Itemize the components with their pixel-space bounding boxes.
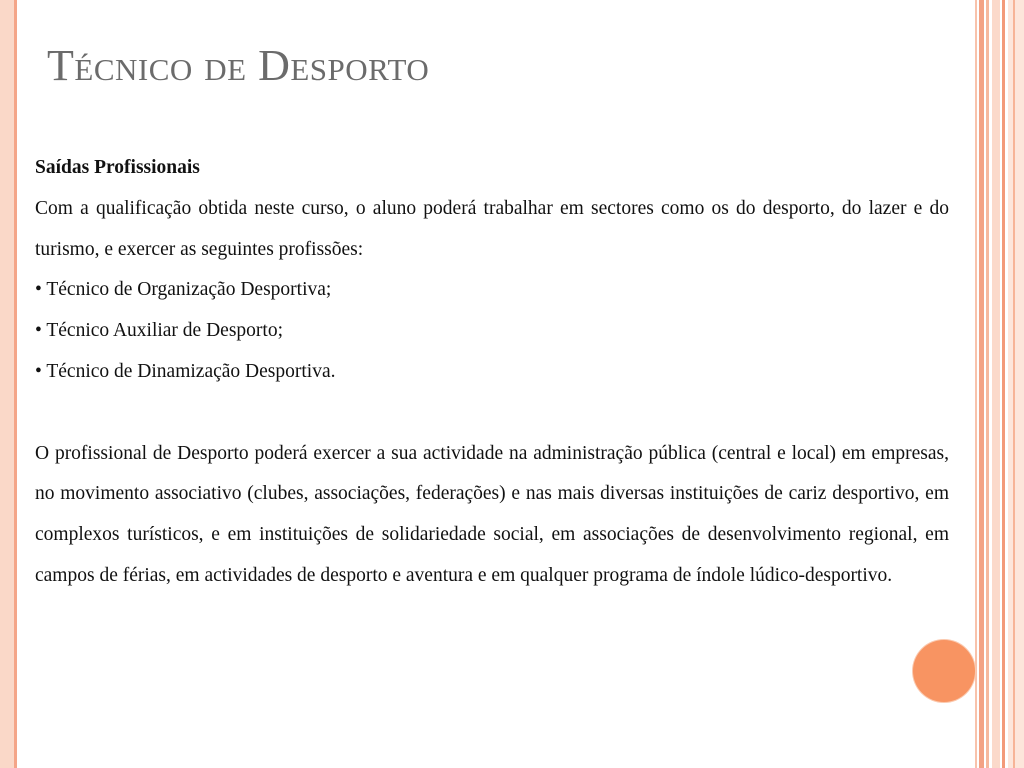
right-stripe (979, 0, 984, 768)
closing-paragraph: O profissional de Desporto poderá exercer a sua actividade na administração pública (central e local) em empresas, no movimento associativo (clubes, associações, federações) e nas mais diversas instituições de cariz desportivo, em complexos turísticos, e em instituições de solidariedade social, em associações de desenvolvimento regional, em campos de férias, em actividades de desporto e aventura e em qualquer programa de índole lúdico-desportivo. (35, 442, 949, 586)
right-stripe (1008, 0, 1024, 768)
right-stripe (992, 0, 1000, 768)
decorative-circle (913, 640, 975, 702)
right-stripe (1002, 0, 1005, 768)
left-frame-line (14, 0, 17, 768)
slide-body (35, 148, 949, 597)
intro-paragraph: Com a qualificação obtida neste curso, o aluno poderá trabalhar em sectores como os do desporto, do lazer e do turismo, e exercer as seguintes profissões: (35, 197, 949, 260)
section-heading: Saídas Profissionais (35, 157, 200, 178)
slide-title: Técnico de Desporto (47, 41, 430, 90)
right-stripe (986, 0, 989, 768)
profession-item: • Técnico de Organização Desportiva; (35, 279, 332, 301)
paragraph-spacer (35, 393, 949, 434)
right-stripe (1013, 0, 1015, 768)
profession-item: • Técnico Auxiliar de Desporto; (35, 320, 283, 342)
right-stripe (975, 0, 977, 768)
profession-item: • Técnico de Dinamização Desportiva. (35, 360, 336, 382)
